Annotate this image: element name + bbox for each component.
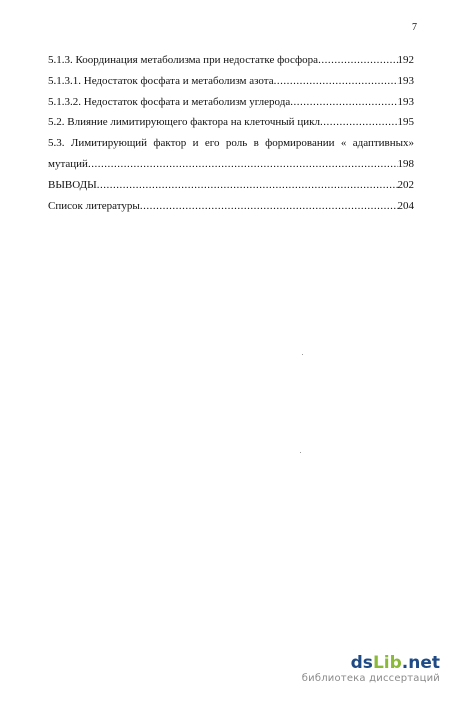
toc-entry-page: 204 (397, 199, 414, 212)
logo-part: .net (401, 653, 440, 673)
toc-entry-label: ВЫВОДЫ (48, 178, 97, 191)
page-number: 7 (412, 22, 417, 33)
dot-leader (320, 112, 398, 133)
toc-entry (48, 112, 414, 133)
toc-entry-page: 202 (397, 178, 414, 191)
toc-entry-label: 5.1.3.2. Недостаток фосфата и метаболизм углерода (48, 95, 291, 108)
dot-leader (318, 50, 397, 71)
toc-entry-page: 195 (397, 116, 414, 129)
dot-leader (140, 196, 398, 217)
toc-entry (48, 154, 414, 175)
watermark-subtitle: библиотека диссертаций (301, 673, 440, 684)
toc-entry (48, 196, 414, 217)
toc-entry (48, 71, 414, 92)
dot-leader (290, 92, 397, 113)
dot-leader (88, 154, 398, 175)
scan-speck (300, 452, 301, 453)
watermark (300, 654, 440, 686)
dot-leader (97, 175, 398, 196)
watermark-logo (300, 654, 440, 672)
toc-entry-label: 5.2. Влияние лимитирующего фактора на клеточный цикл (48, 116, 320, 129)
toc-entry (48, 92, 414, 113)
toc-entry-label: 5.1.3. Координация метаболизма при недостатке фосфора (48, 54, 319, 66)
toc-entry-label: мутаций (48, 157, 88, 170)
scan-speck (302, 354, 303, 355)
toc-entry-page: 193 (397, 95, 414, 108)
toc-entry-page: 193 (397, 74, 414, 87)
toc-entry (48, 175, 414, 196)
toc-entry-label: 5.1.3.1. Недостаток фосфата и метаболизм азота (48, 74, 274, 87)
logo-part: ds (350, 653, 373, 673)
toc-entry (48, 50, 414, 71)
toc-entry-first-line: 5.3. Лимитирующий фактор и его роль в формировании « адаптивных» (48, 137, 414, 150)
toc-entry-page: 192 (397, 54, 414, 66)
dot-leader (274, 71, 398, 92)
table-of-contents (48, 50, 414, 216)
logo-part: Lib (372, 653, 402, 673)
toc-entry-label: Список литературы (48, 199, 140, 212)
toc-entry-page: 198 (397, 157, 414, 170)
